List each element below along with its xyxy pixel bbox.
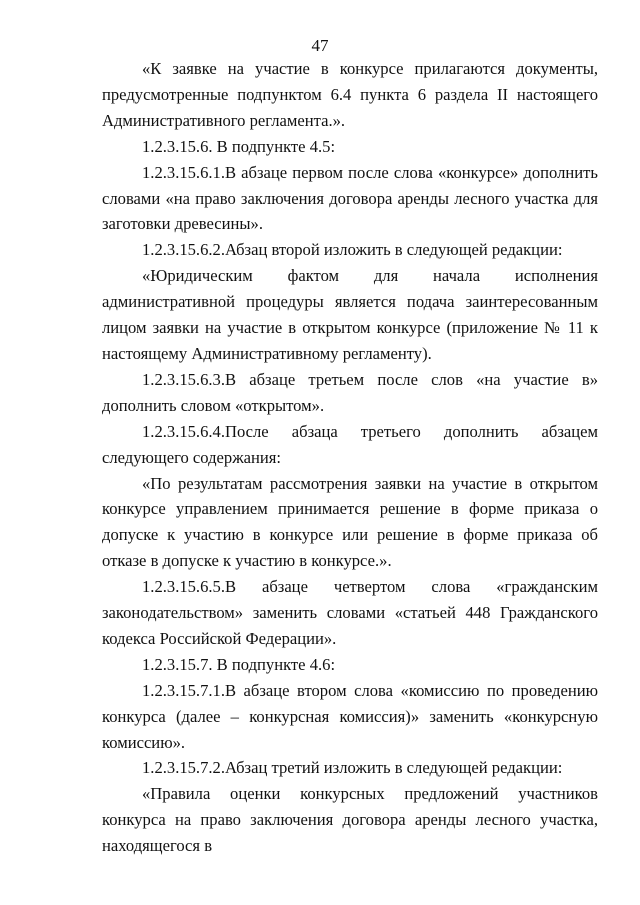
paragraph-3: 1.2.3.15.6.1.В абзаце первом после слова «конкурсе» дополнить словами «на право заключения договора аренды лесного участка для заготовки древесины». — [102, 162, 598, 234]
paragraph-2: 1.2.3.15.6. В подпункте 4.5: — [142, 136, 336, 156]
paragraph-10: 1.2.3.15.7. В подпункте 4.6: — [142, 654, 336, 674]
paragraph-9: 1.2.3.15.6.5.В абзаце четвертом слова «гражданским законодательством» заменить словами «статьей 448 Гражданского кодекса Российской Федерации». — [102, 577, 598, 648]
paragraph-7: 1.2.3.15.6.4.После абзаца третьего дополнить абзацем следующего содержания: — [102, 421, 598, 467]
paragraph-8: «По результатам рассмотрения заявки на участие в открытом конкурсе управлением принимается решение в форме приказа о допуске к участию в конкурсе или решение в форме приказа об отказе в допуске к участию в конкурсе.». — [102, 473, 598, 571]
paragraph-12: 1.2.3.15.7.2.Абзац третий изложить в следующей редакции: — [142, 758, 563, 778]
paragraph-13: «Правила оценки конкурсных предложений участников конкурса на право заключения договора аренды лесного участка, находящегося в — [102, 784, 598, 856]
paragraph-5: «Юридическим фактом для начала исполнения административной процедуры является подача заинтересованным лицом заявки на участие в открытом конкурсе (приложение № 11 к настоящему Административному регламенту). — [102, 266, 598, 363]
paragraph-1: «К заявке на участие в конкурсе прилагаются документы, предусмотренные подпунктом 6.4 пункта 6 раздела II настоящего Административного регламента.». — [102, 59, 598, 130]
page-number: 47 — [311, 36, 329, 55]
document-body — [102, 56, 598, 859]
paragraph-6: 1.2.3.15.6.3.В абзаце третьем после слов «на участие в» дополнить словом «открытом». — [102, 369, 598, 415]
paragraph-4: 1.2.3.15.6.2.Абзац второй изложить в следующей редакции: — [142, 240, 563, 260]
paragraph-11: 1.2.3.15.7.1.В абзаце втором слова «комиссию по проведению конкурса (далее – конкурсная комиссия)» заменить «конкурсную комиссию». — [102, 680, 598, 752]
